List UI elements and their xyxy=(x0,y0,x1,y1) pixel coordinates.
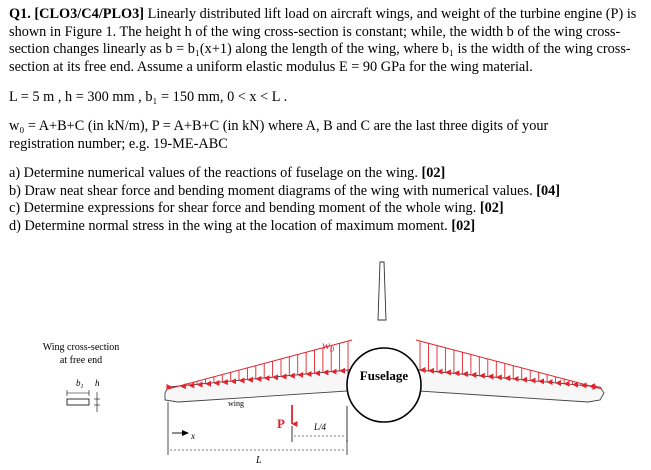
part-c-marks: [02] xyxy=(479,200,504,217)
cross-section-title-1: Wing cross-section xyxy=(42,342,120,353)
x-label: x xyxy=(191,431,195,441)
p-label: P xyxy=(277,416,285,431)
given-values: L = 5 m , h = 300 mm , b₁ = 150 mm, 0 < x < L . xyxy=(9,89,288,105)
fuselage-label: Fuselage xyxy=(359,368,409,383)
fuselage-circle xyxy=(347,348,421,422)
tail-fin xyxy=(378,262,386,320)
part-b-text: b) Draw neat shear force and bending moment diagrams of the wing with numerical values. xyxy=(9,182,537,199)
length-label: L xyxy=(256,455,262,466)
part-c-text: c) Determine expressions for shear force and bending moment of the whole wing. xyxy=(9,200,480,217)
load-definition-line-2: registration number; e.g. 19-ME-ABC xyxy=(9,135,228,152)
cross-section-title-2: at free end xyxy=(59,355,103,366)
w0-label: $w_0$ xyxy=(322,338,335,354)
part-a-marks: [02] xyxy=(421,165,446,181)
h-label: h xyxy=(95,378,100,388)
quarter-length-label: L/4 xyxy=(314,422,327,432)
part-d-text: d) Determine normal stress in the wing at the location of maximum moment. xyxy=(9,217,452,234)
part-b-marks: [04] xyxy=(536,182,561,199)
question-intro: Linearly distributed lift load on aircraft wings, and weight of the turbine engine (P) is shown in Figure 1. The height h of the wing cross-section is constant; while, the width b of the wing cross-section changes linearly as b = b₁(x+1) along the length of the wing, where b₁ is the width of the wing cross-section at its free end. Assume a uniform elastic modulus E = 90 GPa for the wing material. xyxy=(9,6,637,75)
load-definition-line-1: w₀ = A+B+C (in kN/m), P = A+B+C (in kN) where A, B and C are the last three digits of your xyxy=(9,118,549,134)
left-wing xyxy=(165,370,348,402)
wing-label: wing xyxy=(228,399,244,408)
right-wing xyxy=(418,370,604,402)
question-number: Q1. [CLO3/C4/PLO3] xyxy=(9,6,145,22)
part-a-text: a) Determine numerical values of the reactions of fuselage on the wing. xyxy=(9,165,422,181)
part-d-marks: [02] xyxy=(451,217,476,234)
cross-section-rect xyxy=(67,399,89,405)
b1-label: $b_1$ xyxy=(76,378,84,390)
